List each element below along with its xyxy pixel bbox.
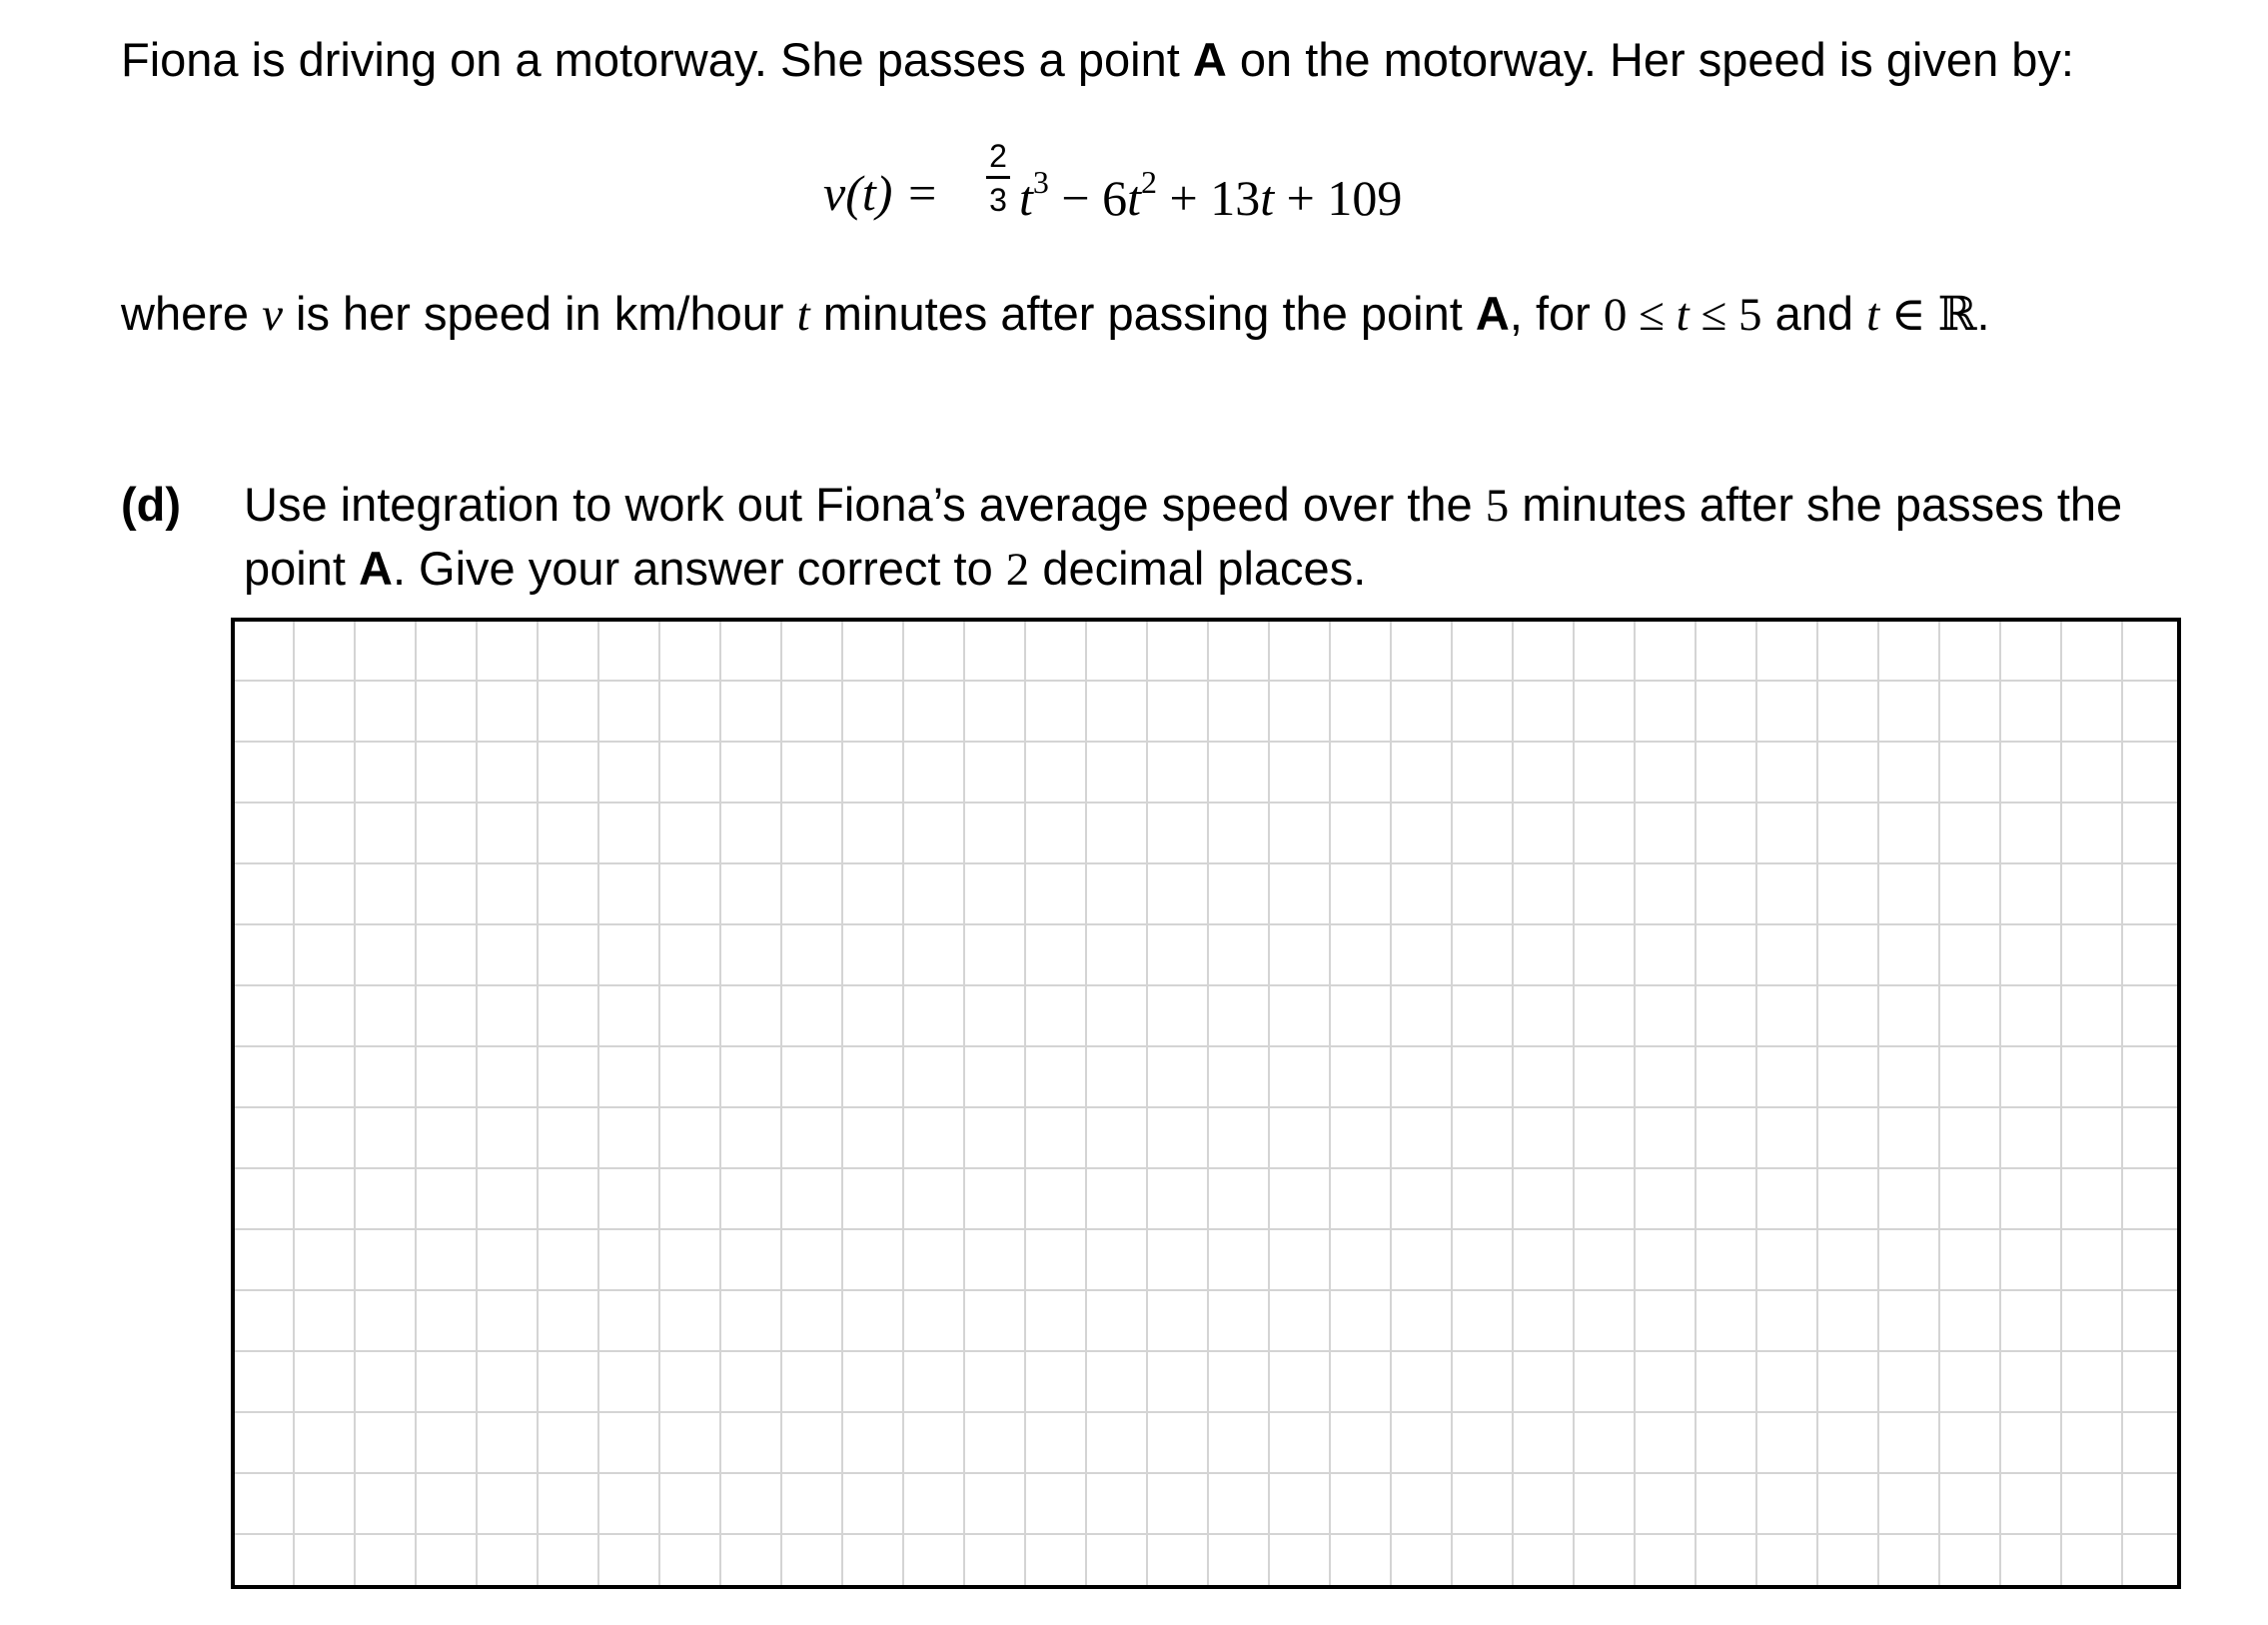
point-a-label: A: [1192, 33, 1227, 86]
answer-grid-box[interactable]: [231, 618, 2181, 1589]
part-d-question-line1: Use integration to work out Fiona’s average speed over the 5 minutes after she passes the: [244, 478, 2123, 532]
fraction-denominator: 3: [989, 182, 1007, 218]
formula-fraction: [983, 140, 1013, 216]
fraction-numerator: 2: [989, 138, 1007, 174]
where-text: where v is her speed in km/hour t minutes after passing the point A, for 0 ≤ t ≤ 5 and t ∈ ℝ.: [121, 287, 1990, 341]
formula-rhs: $t^3 - 6t^2 + 13t + 109$: [1019, 164, 1403, 226]
part-d-question-line2: point A. Give your answer correct to 2 decimal places.: [244, 542, 1367, 596]
intro-part2: on the motorway. Her speed is given by:: [1226, 33, 2074, 86]
fraction-bar: [986, 176, 1010, 179]
intro-part1: Fiona is driving on a motorway. She passes a point: [121, 33, 1193, 86]
part-d-label: (d): [121, 478, 182, 531]
intro-text: [121, 33, 2074, 86]
formula-lhs: v(t) =: [823, 165, 939, 221]
